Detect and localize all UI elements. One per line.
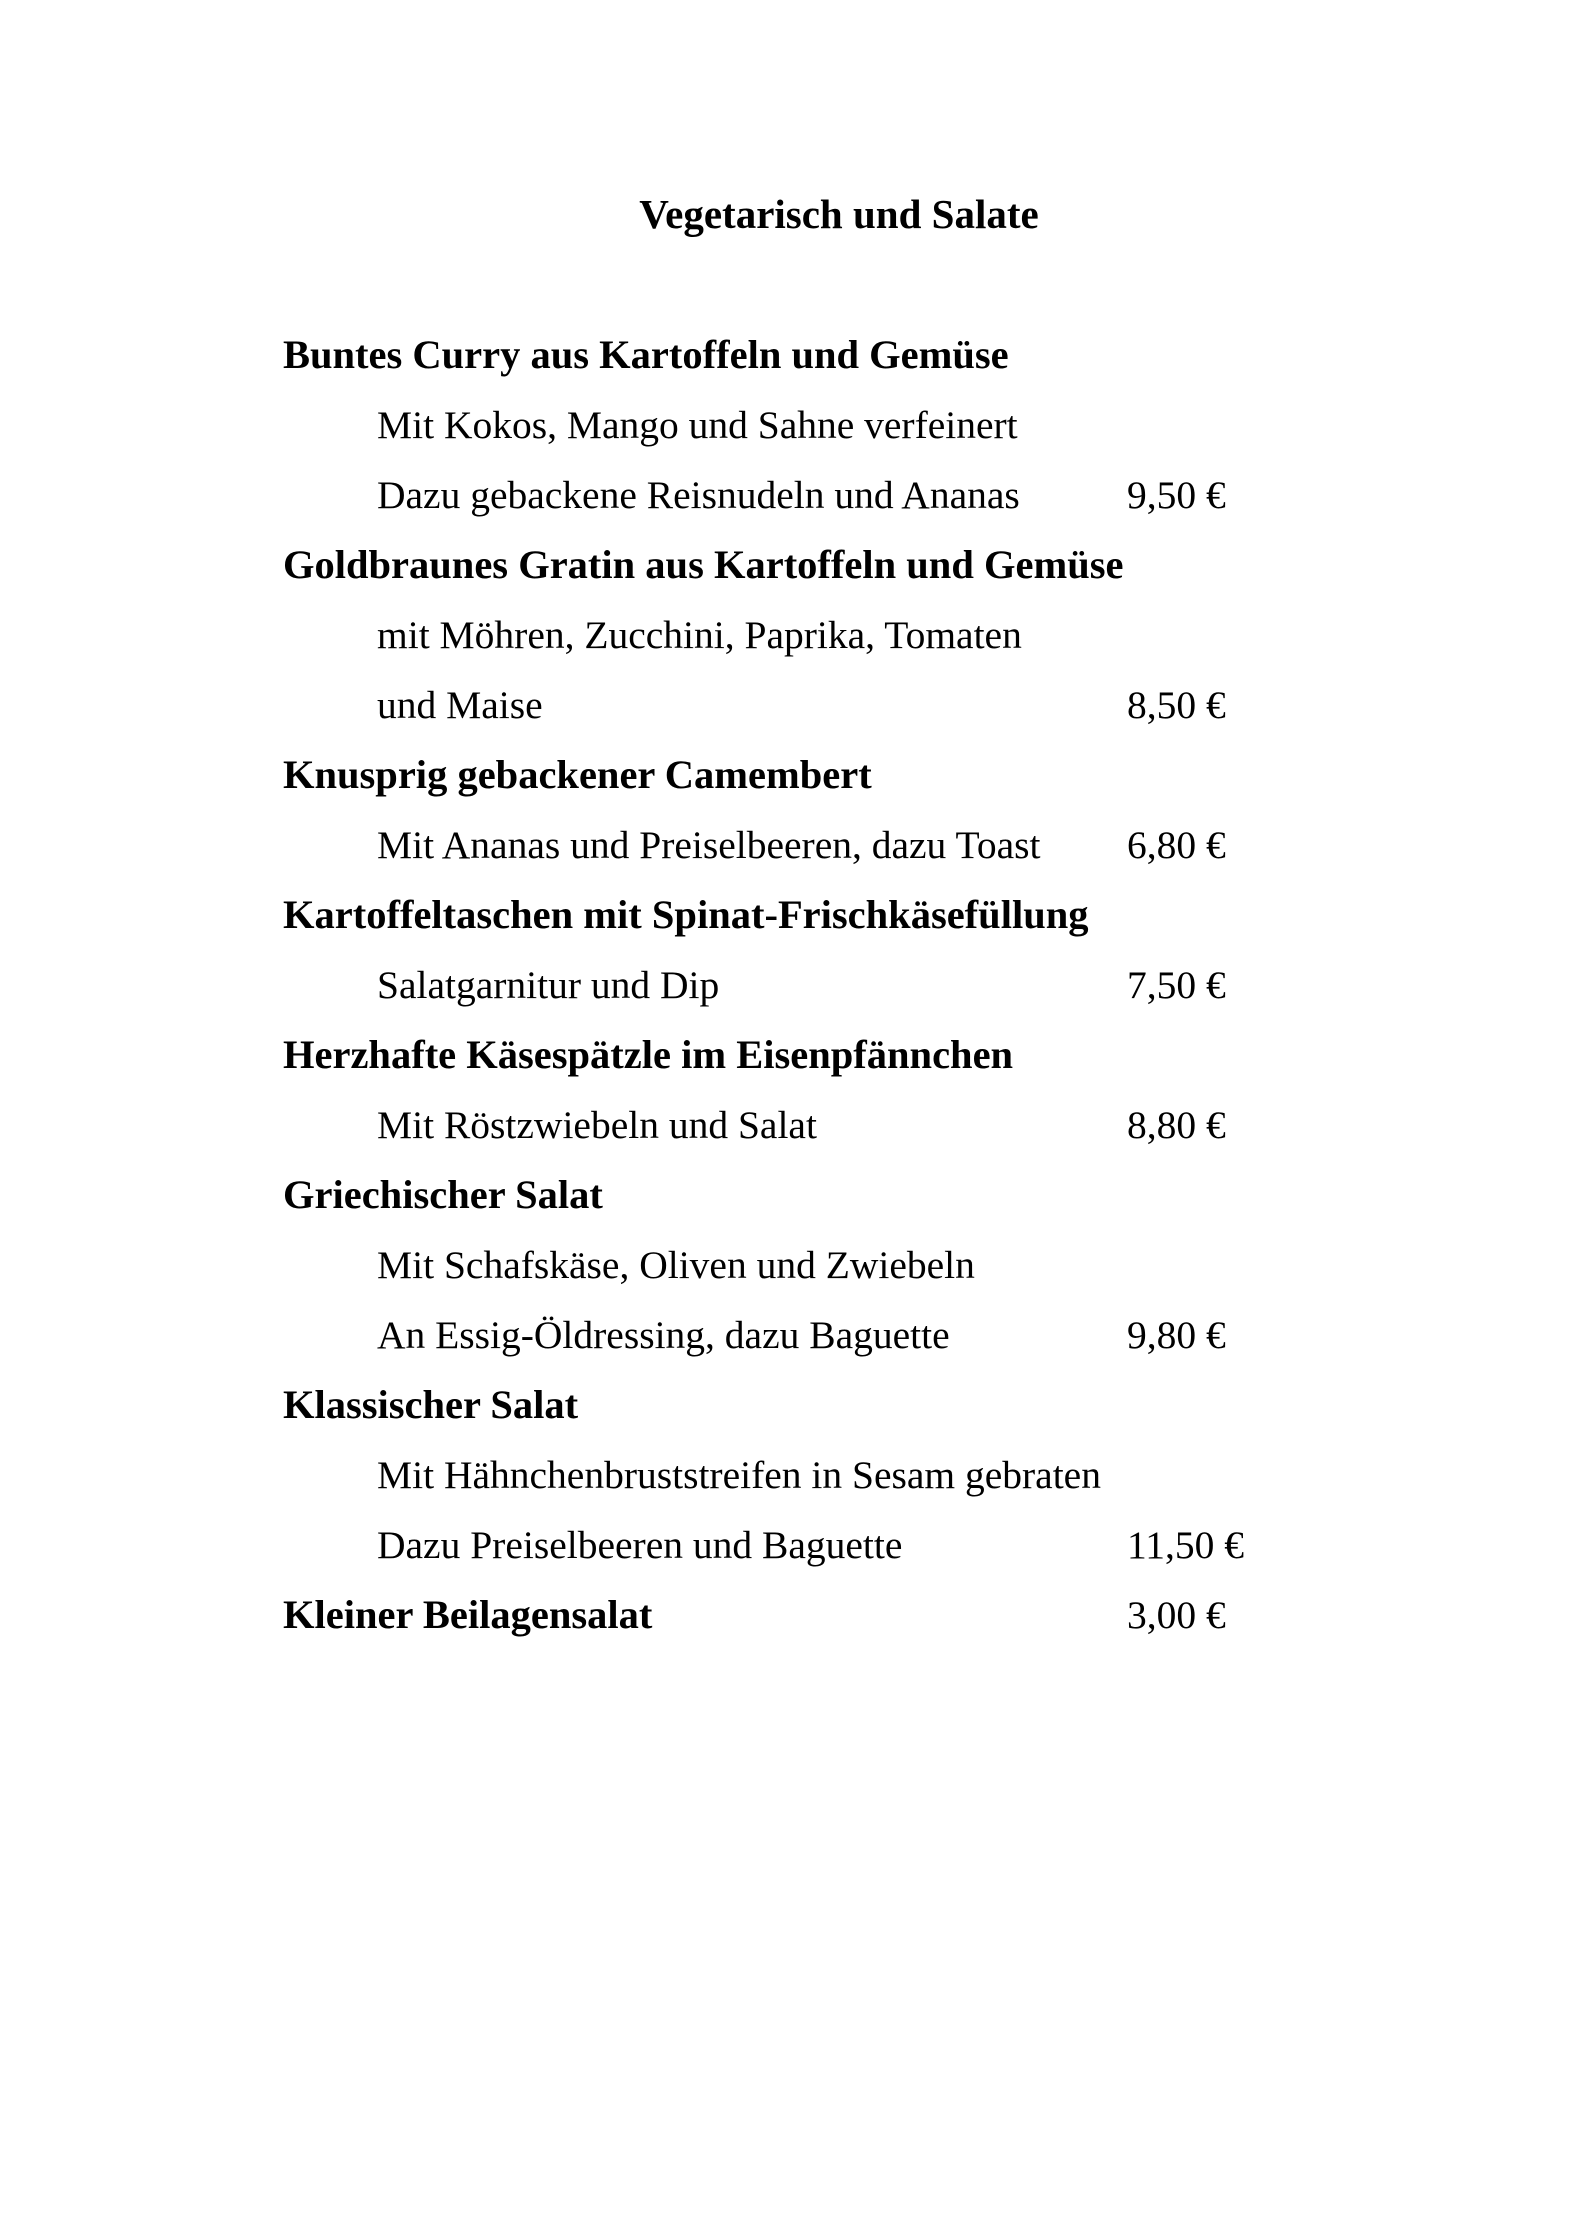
dish-description	[0, 813, 1571, 883]
dish-heading	[0, 1163, 1571, 1233]
dish-description	[0, 1233, 1571, 1303]
dish-name: Kleiner Beilagensalat	[283, 1592, 653, 1637]
description-text: Salatgarnitur und Dip	[377, 963, 720, 1007]
dish-price: 8,50 €	[1127, 683, 1226, 727]
dish-price: 3,00 €	[1127, 1593, 1226, 1637]
dish-description	[0, 1513, 1571, 1583]
dish-price: 9,80 €	[1127, 1313, 1226, 1357]
dish-price: 9,50 €	[1127, 473, 1226, 517]
dish-heading	[0, 533, 1571, 603]
description-text: Mit Kokos, Mango und Sahne verfeinert	[377, 403, 1018, 447]
dish-description	[0, 1443, 1571, 1513]
page-title: Vegetarisch und Salate	[639, 191, 1039, 237]
dish-price: 8,80 €	[1127, 1103, 1226, 1147]
dish-name: Buntes Curry aus Kartoffeln und Gemüse	[283, 332, 1009, 377]
dish-description	[0, 393, 1571, 463]
dish-description	[0, 1303, 1571, 1373]
dish-heading	[0, 743, 1571, 813]
description-text: Mit Ananas und Preiselbeeren, dazu Toast	[377, 823, 1041, 867]
dish-description	[0, 673, 1571, 743]
dish-name: Herzhafte Käsespätzle im Eisenpfännchen	[283, 1032, 1014, 1077]
dish-name: Goldbraunes Gratin aus Kartoffeln und Gemüse	[283, 542, 1124, 587]
dish-heading	[0, 1023, 1571, 1093]
description-text: Dazu Preiselbeeren und Baguette	[377, 1523, 903, 1567]
dish-name: Klassischer Salat	[283, 1382, 579, 1427]
dish-description	[0, 1093, 1571, 1163]
description-text: mit Möhren, Zucchini, Paprika, Tomaten	[377, 613, 1022, 657]
dish-heading	[0, 1583, 1571, 1653]
dish-description	[0, 953, 1571, 1023]
description-text: Mit Hähnchenbruststreifen in Sesam gebraten	[377, 1453, 1101, 1497]
dish-price: 7,50 €	[1127, 963, 1226, 1007]
dish-description	[0, 603, 1571, 673]
dish-description	[0, 463, 1571, 533]
dish-name: Kartoffeltaschen mit Spinat-Frischkäsefüllung	[283, 892, 1089, 937]
dish-price: 11,50 €	[1127, 1523, 1245, 1567]
dish-name: Griechischer Salat	[283, 1172, 603, 1217]
description-text: und Maise	[377, 683, 543, 727]
description-text: Mit Röstzwiebeln und Salat	[377, 1103, 817, 1147]
description-text: Dazu gebackene Reisnudeln und Ananas	[377, 473, 1020, 517]
dish-heading	[0, 883, 1571, 953]
menu-list	[0, 323, 1571, 1653]
description-text: Mit Schafskäse, Oliven und Zwiebeln	[377, 1243, 975, 1287]
dish-price: 6,80 €	[1127, 823, 1226, 867]
dish-heading	[0, 323, 1571, 393]
description-text: An Essig-Öldressing, dazu Baguette	[377, 1313, 950, 1357]
dish-heading	[0, 1373, 1571, 1443]
dish-name: Knusprig gebackener Camembert	[283, 752, 872, 797]
